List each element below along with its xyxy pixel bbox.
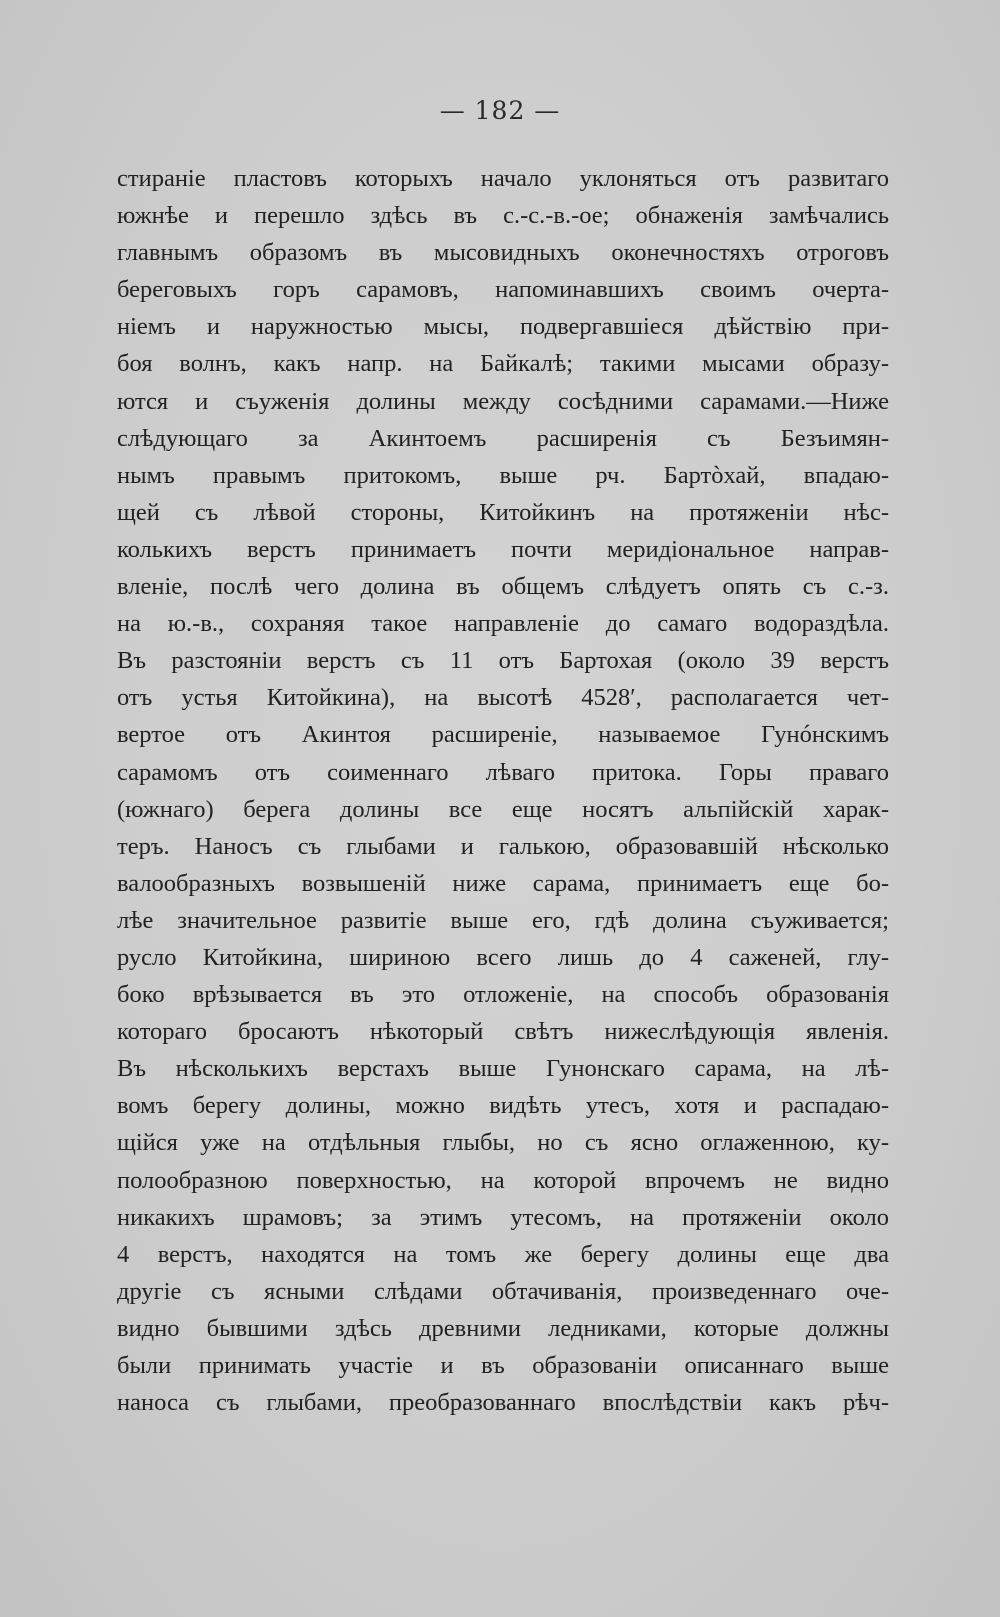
text-line: ются и съуженія долины между сосѣдними сарамами.—Ниже <box>117 387 889 415</box>
page-number: — 182 — <box>439 96 561 125</box>
text-line: главнымъ образомъ въ мысовидныхъ оконечностяхъ отроговъ <box>117 239 889 267</box>
text-line: теръ. Наносъ съ глыбами и галькою, образовавшій нѣсколько <box>117 832 889 860</box>
text-line: вленіе, послѣ чего долина въ общемъ слѣдуетъ опять съ с.-з. <box>117 573 889 601</box>
text-line: никакихъ шрамовъ; за этимъ утесомъ, на протяженіи около <box>117 1203 889 1231</box>
text-line: лѣе значительное развитіе выше его, гдѣ долина съуживается; <box>117 906 889 934</box>
text-line: нымъ правымъ притокомъ, выше рч. Бартòхай, впадаю- <box>117 461 889 489</box>
text-line: вертое отъ Акинтоя расширеніе, называемое Гунóнскимъ <box>117 721 889 749</box>
text-line: отъ устья Китойкина), на высотѣ 4528′, располагается чет- <box>117 684 889 712</box>
text-line: колькихъ верстъ принимаетъ почти меридіональное направ- <box>117 535 889 563</box>
text-line: сарамомъ отъ соименнаго лѣваго притока. Горы праваго <box>117 758 889 786</box>
text-line: ніемъ и наружностью мысы, подвергавшіеся дѣйствію при- <box>117 313 889 341</box>
text-line: южнѣе и перешло здѣсь въ с.-с.-в.-ое; обнаженія замѣчались <box>117 202 889 230</box>
text-line: видно бывшими здѣсь древними ледниками, которые должны <box>117 1314 889 1342</box>
text-line: полообразною поверхностью, на которой впрочемъ не видно <box>117 1166 889 1194</box>
text-line: валообразныхъ возвышеній ниже сарама, принимаетъ еще бо- <box>117 869 889 897</box>
text-line: наноса съ глыбами, преобразованнаго впослѣдствіи какъ рѣч- <box>117 1389 889 1417</box>
text-line: вомъ берегу долины, можно видѣть утесъ, хотя и распадаю- <box>117 1092 889 1120</box>
text-line: боя волнъ, какъ напр. на Байкалѣ; такими мысами образу- <box>117 350 889 378</box>
text-line: были принимать участіе и въ образованіи описаннаго выше <box>117 1352 889 1379</box>
text-line: другіе съ ясными слѣдами обтачиванія, произведеннаго оче- <box>117 1277 889 1305</box>
text-line: Въ нѣсколькихъ верстахъ выше Гунонскаго сарама, на лѣ- <box>117 1055 889 1083</box>
text-line: русло Китойкина, шириною всего лишь до 4 саженей, глу- <box>117 943 889 971</box>
text-line: стираніе пластовъ которыхъ начало уклоняться отъ развитаго <box>117 165 889 192</box>
text-line: на ю.-в., сохраняя такое направленіе до самаго водораздѣла. <box>117 610 889 638</box>
body-text <box>117 160 889 1421</box>
text-line: щей съ лѣвой стороны, Китойкинъ на протяженіи нѣс- <box>117 498 889 526</box>
text-line: (южнаго) берега долины все еще носятъ альпійскій харак- <box>117 795 889 823</box>
text-line: щійся уже на отдѣльныя глыбы, но съ ясно оглаженною, ку- <box>117 1129 889 1157</box>
text-line: Въ разстояніи верстъ съ 11 отъ Бартохая (около 39 верстъ <box>117 647 889 675</box>
text-line: котораго бросаютъ нѣкоторый свѣтъ нижеслѣдующія явленія. <box>117 1018 889 1046</box>
text-line: боко врѣзывается въ это отложеніе, на способъ образованія <box>117 981 889 1009</box>
text-line: береговыхъ горъ сарамовъ, напоминавшихъ своимъ очерта- <box>117 276 889 304</box>
text-line: 4 верстъ, находятся на томъ же берегу долины еще два <box>117 1240 889 1268</box>
text-line: слѣдующаго за Акинтоемъ расширенія съ Безъимян- <box>117 424 889 452</box>
